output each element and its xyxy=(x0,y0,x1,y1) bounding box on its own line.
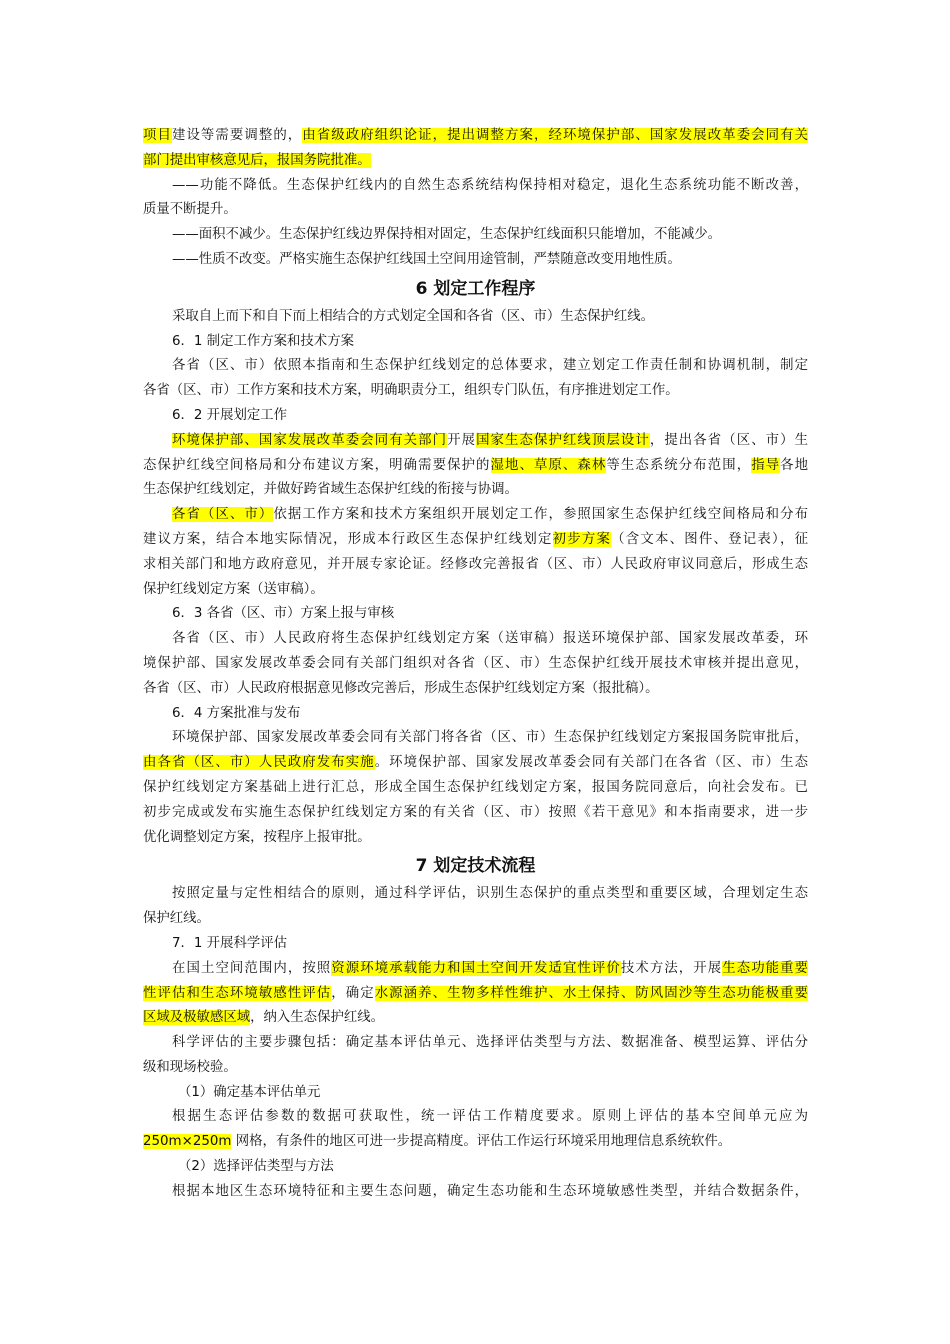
highlighted-text: 部门提出审核意见后，报国务院批准。 xyxy=(143,152,371,168)
text-line xyxy=(143,174,808,199)
text-segment: 6．3 各省（区、市）方案上报与审核 xyxy=(172,606,395,622)
text-line xyxy=(143,223,808,248)
document-page xyxy=(143,124,808,1205)
text-line xyxy=(143,907,808,932)
text-line xyxy=(143,932,808,957)
text-segment: ，纳入生态保护红线。 xyxy=(250,1010,385,1026)
text-segment: 根据本地区生态环境特征和主要生态问题，确定生态功能和生态环境敏感性类型，并结合数据条件， xyxy=(172,1183,808,1199)
highlighted-text: 湿地、草原、森林 xyxy=(490,457,607,473)
text-segment: 技术方法，开展 xyxy=(620,960,723,976)
text-segment: 优化调整划定方案，按程序上报审批。 xyxy=(143,829,371,845)
text-line xyxy=(143,1081,808,1106)
highlighted-text: 各省（区、市） xyxy=(172,507,274,523)
text-segment: （1）确定基本评估单元 xyxy=(178,1084,321,1100)
text-line xyxy=(143,801,808,826)
text-line xyxy=(143,702,808,727)
highlighted-text: 国家生态保护红线顶层设计 xyxy=(476,432,650,448)
text-segment: 依据工作方案和技术方案组织开展划定工作，参照国家生态保护红线空间格局和分布 xyxy=(273,507,809,523)
text-segment: （2）选择评估类型与方法 xyxy=(178,1159,334,1175)
text-segment: 6．4 方案批准与发布 xyxy=(172,705,301,721)
text-segment: 7．1 开展科学评估 xyxy=(172,935,288,951)
text-segment: 保护红线。 xyxy=(143,911,210,927)
text-line xyxy=(143,1130,808,1155)
text-segment: 6．2 开展划定工作 xyxy=(172,407,288,423)
text-segment: 保护红线划定方案（送审稿）。 xyxy=(143,581,324,597)
text-segment: 。环境保护部、国家发展改革委会同有关部门在各省（区、市）生态 xyxy=(374,755,809,771)
text-line xyxy=(143,454,808,479)
text-segment: 6 划定工作程序 xyxy=(415,278,536,299)
text-line xyxy=(143,503,808,528)
text-segment: 科学评估的主要步骤包括：确定基本评估单元、选择评估类型与方法、数据准备、模型运算、评估分 xyxy=(172,1035,808,1051)
text-segment: 根据生态评估参数的数据可获取性，统一评估工作精度要求。原则上评估的基本空间单元应为 xyxy=(172,1109,808,1125)
text-line xyxy=(143,1056,808,1081)
highlighted-text: 项目 xyxy=(143,128,172,143)
highlighted-text: 生态功能重要 xyxy=(722,960,809,976)
text-line xyxy=(143,652,808,677)
text-line xyxy=(143,578,808,603)
text-segment: ——面积不减少。生态保护红线边界保持相对固定，生态保护红线面积只能增加，不能减少。 xyxy=(172,227,722,243)
text-segment: 开展 xyxy=(447,432,477,448)
highlighted-text: 区域及极敏感区域 xyxy=(143,1010,251,1026)
text-line xyxy=(143,982,808,1007)
text-line xyxy=(143,528,808,553)
highlighted-text: 由省级政府组织论证，提出调整方案，经环境保护部、国家发展改革委会同有关 xyxy=(302,128,809,143)
text-segment: 保护红线划定方案基础上进行汇总，形成全国生态保护红线划定方案，报国务院同意后，向社会发布。已 xyxy=(143,779,808,795)
text-segment: 各省（区、市）人民政府根据意见修改完善后，形成生态保护红线划定方案（报批稿）。 xyxy=(143,680,659,696)
text-line xyxy=(143,1105,808,1130)
text-line xyxy=(143,404,808,429)
text-line xyxy=(143,1006,808,1031)
text-line xyxy=(143,553,808,578)
text-line xyxy=(143,826,808,851)
section-heading xyxy=(143,850,808,882)
text-line xyxy=(143,305,808,330)
text-segment: 采取自上而下和自下而上相结合的方式划定全国和各省（区、市）生态保护红线。 xyxy=(172,308,655,324)
text-segment: 建议方案，结合本地实际情况，形成本行政区生态保护红线划定 xyxy=(143,531,553,547)
text-segment: 初步完成或发布实施生态保护红线划定方案的有关省（区、市）按照《若干意见》和本指南要求，进一步 xyxy=(143,804,808,820)
highlighted-text: 由各省（区、市）人民政府发布实施 xyxy=(143,755,375,771)
text-line xyxy=(143,751,808,776)
text-segment: （含文本、图件、登记表），征 xyxy=(611,531,808,547)
text-line xyxy=(143,776,808,801)
text-line xyxy=(143,124,808,149)
text-segment: ——功能不降低。生态保护红线内的自然生态系统结构保持相对稳定，退化生态系统功能不断改善， xyxy=(172,177,808,193)
highlighted-text: 水源涵养、生物多样性维护、水土保持、防风固沙等生态功能极重要 xyxy=(374,985,809,1001)
text-line xyxy=(143,354,808,379)
text-segment: 6．1 制定工作方案和技术方案 xyxy=(172,333,354,349)
text-segment: 7 划定技术流程 xyxy=(415,856,536,877)
text-segment: 等生态系统分布范围， xyxy=(606,457,752,473)
text-segment: 各省（区、市）工作方案和技术方案，明确职责分工，组织专门队伍，有序推进划定工作。 xyxy=(143,383,679,399)
text-line xyxy=(143,1031,808,1056)
text-line xyxy=(143,726,808,751)
text-segment: 境保护部、国家发展改革委会同有关部门组织对各省（区、市）生态保护红线开展技术审核并提出意见， xyxy=(143,655,808,671)
text-segment: 质量不断提升。 xyxy=(143,202,237,218)
text-segment: 级和现场校验。 xyxy=(143,1059,237,1075)
text-segment: 生态保护红线划定，并做好跨省域生态保护红线的衔接与协调。 xyxy=(143,482,518,498)
highlighted-text: 指导 xyxy=(751,457,781,473)
text-segment: 各省（区、市）依照本指南和生态保护红线划定的总体要求，建立划定工作责任制和协调机制，制定 xyxy=(172,358,808,374)
text-line xyxy=(143,677,808,702)
text-line xyxy=(143,1180,808,1205)
highlighted-text: 初步方案 xyxy=(552,531,612,547)
text-segment: 环境保护部、国家发展改革委会同有关部门将各省（区、市）生态保护红线划定方案报国务院审批后， xyxy=(172,730,808,746)
text-line xyxy=(143,198,808,223)
text-line xyxy=(143,627,808,652)
highlighted-text: 环境保护部、国家发展改革委会同有关部门 xyxy=(172,432,448,448)
text-line xyxy=(143,1155,808,1180)
text-segment: 网格，有条件的地区可进一步提高精度。评估工作运行环境采用地理信息系统软件。 xyxy=(231,1134,732,1150)
highlighted-text: 250m×250m xyxy=(143,1134,232,1150)
text-segment: 各省（区、市）人民政府将生态保护红线划定方案（送审稿）报送环境保护部、国家发展改革委，环 xyxy=(172,631,808,647)
text-line xyxy=(143,602,808,627)
text-line xyxy=(143,478,808,503)
text-line xyxy=(143,330,808,355)
text-line xyxy=(143,957,808,982)
section-heading xyxy=(143,273,808,305)
text-line xyxy=(143,882,808,907)
text-segment: ，提出各省（区、市）生 xyxy=(649,432,809,448)
text-segment: 在国土空间范围内，按照 xyxy=(172,960,332,976)
text-segment: ，确定 xyxy=(331,985,375,1001)
text-segment: 建设等需要调整的， xyxy=(171,128,303,143)
text-segment: 求相关部门和地方政府意见，并开展专家论证。经修改完善报省（区、市）人民政府审议同意后，形成生态 xyxy=(143,556,808,572)
text-segment: 各地 xyxy=(780,457,809,473)
text-line xyxy=(143,149,808,174)
text-segment: 按照定量与定性相结合的原则，通过科学评估，识别生态保护的重点类型和重要区域，合理划定生态 xyxy=(172,886,808,902)
text-segment: 态保护红线空间格局和分布建议方案，明确需要保护的 xyxy=(143,457,491,473)
text-line xyxy=(143,248,808,273)
text-segment: ——性质不改变。严格实施生态保护红线国土空间用途管制，严禁随意改变用地性质。 xyxy=(172,251,681,267)
highlighted-text: 性评估和生态环境敏感性评估 xyxy=(143,985,332,1001)
text-line xyxy=(143,429,808,454)
text-line xyxy=(143,379,808,404)
highlighted-text: 资源环境承载能力和国土空间开发适宜性评价 xyxy=(331,960,621,976)
